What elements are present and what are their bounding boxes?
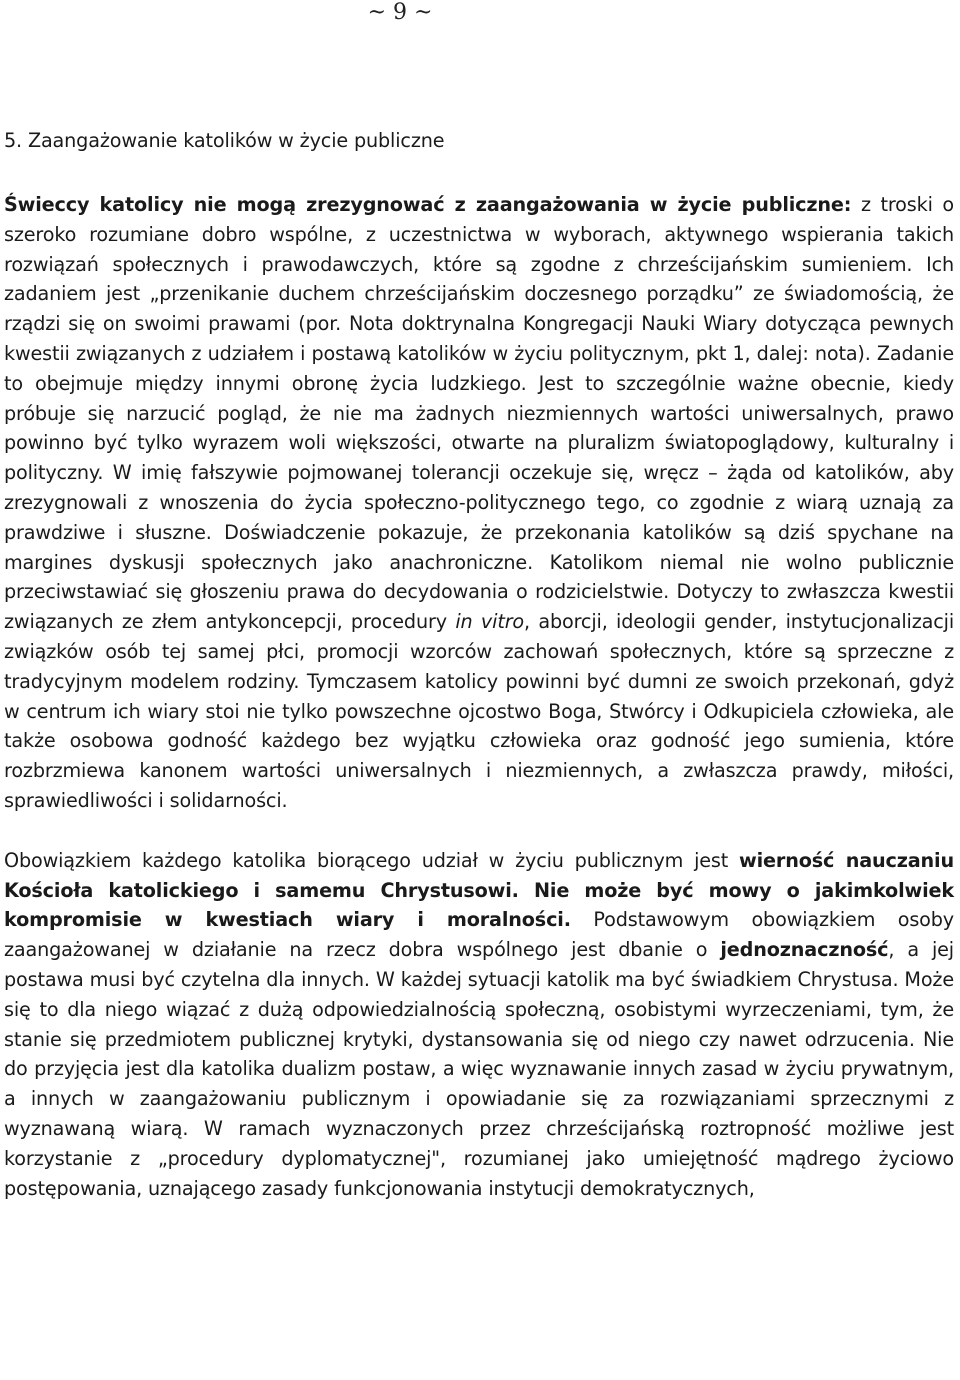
page-number: ~ 9 ~ (367, 0, 433, 25)
section-title: 5. Zaangażowanie katolików w życie publiczne (4, 129, 445, 152)
paragraph-catholic-duty (4, 846, 954, 1204)
document-body (4, 126, 954, 1203)
paragraph-lead-bold: Świeccy katolicy nie mogą zrezygnować z zaangażowania w życie publiczne: (4, 193, 852, 216)
paragraph-text: Obowiązkiem każdego katolika biorącego udział w życiu publicznym jest (4, 848, 740, 872)
emphasis-faithfulness: wierność nauczaniu Kościoła katolickiego i samemu Chrystusowi. Nie może być mowy o jakimkolwiek kompromisie w kwestiach wiary i moralności. (4, 848, 954, 932)
paragraph-public-engagement (4, 190, 954, 816)
paragraph-text: z troski o szeroko rozumiane dobro wspólne, z uczestnictwa w wyborach, aktywnego wspierania takich rozwiązań społecznych i prawodawczych, które są zgodne z chrześcijańskim sumieniem. Ich zadaniem jest „przenikanie duchem chrześcijańskim doczesnego porządku” ze świadomością, że rządzi się on swoimi prawami (por. Nota doktrynalna Kongregacji Nauki Wiary dotycząca pewnych kwestii związanych z udziałem i postawą katolików w życiu politycznym, pkt 1, dalej: nota). Zadanie to obejmuje między innymi obronę życia ludzkiego. Jest to szczególnie ważne obecnie, kiedy próbuje się narzucić pogląd, że nie ma żadnych niezmiennych wartości uniwersalnych, prawo powinno być tylko wyrazem woli większości, otwarte na pluralizm światopoglądowy, kulturalny i polityczny. W imię fałszywie pojmowanej tolerancji oczekuje się, wręcz – żąda od katolików, aby zrezygnowali z wnoszenia do życia społeczno-politycznego tego, co zgodnie z wiarą uznają za prawdziwe i słuszne. Doświadczenie pokazuje, że przekonania katolików są dziś spychane na margines dyskusji społecznych jako anachroniczne. Katolikom niemal nie wolno publicznie przeciwstawiać się głoszeniu prawa do decydowania o rodzicielstwie. Dotyczy to zwłaszcza kwestii związanych ze złem antykoncepcji, procedury (4, 193, 954, 634)
emphasis-clarity: jednoznaczność (720, 938, 889, 962)
paragraph-text: , a jej postawa musi być czytelna dla innych. W każdej sytuacji katolik ma być świadkiem Chrystusa. Może się to dla niego wiązać z dużą odpowiedzialnością społeczną, osobistymi wyrzeczeniami, tym, że stanie się przedmiotem publicznej krytyki, dystansowania się od niego czy nawet odrzucenia. Nie do przyjęcia jest dla katolika dualizm postaw, a więc wyznawanie innych zasad w życiu prywatnym, a innych w zaangażowaniu publicznym i opowiadanie się za rozwiązaniami sprzecznymi z wyznawaną wiarą. W ramach wyznaczonych przez chrześcijańską roztropność możliwe jest korzystanie z „procedury dyplomatycznej", rozumianej jako umiejętność mądrego życiowo postępowania, uznającego zasady funkcjonowania instytucji demokratycznych, (4, 938, 954, 1200)
paragraph-text: , aborcji, ideologii gender, instytucjonalizacji związków osób tej samej płci, promocji wzorców zachowań społecznych, które są sprzeczne z tradycyjnym modelem rodziny. Tymczasem katolicy powinni być dumni ze swoich przekonań, gdyż w centrum ich wiary stoi nie tylko powszechne ojcostwo Boga, Stwórcy i Odkupiciela człowieka, ale także osobowa godność każdego bez wyjątku człowieka oraz godność jego sumienia, które rozbrzmiewa kanonem wartości uniwersalnych i niezmiennych, a zwłaszcza prawdy, miłości, sprawiedliwości i solidarności. (4, 610, 955, 812)
paragraph-text: Podstawowym obowiązkiem osoby zaangażowanej w działanie na rzecz dobra wspólnego jest dbanie o (4, 908, 955, 962)
italic-term: in vitro (455, 610, 525, 634)
